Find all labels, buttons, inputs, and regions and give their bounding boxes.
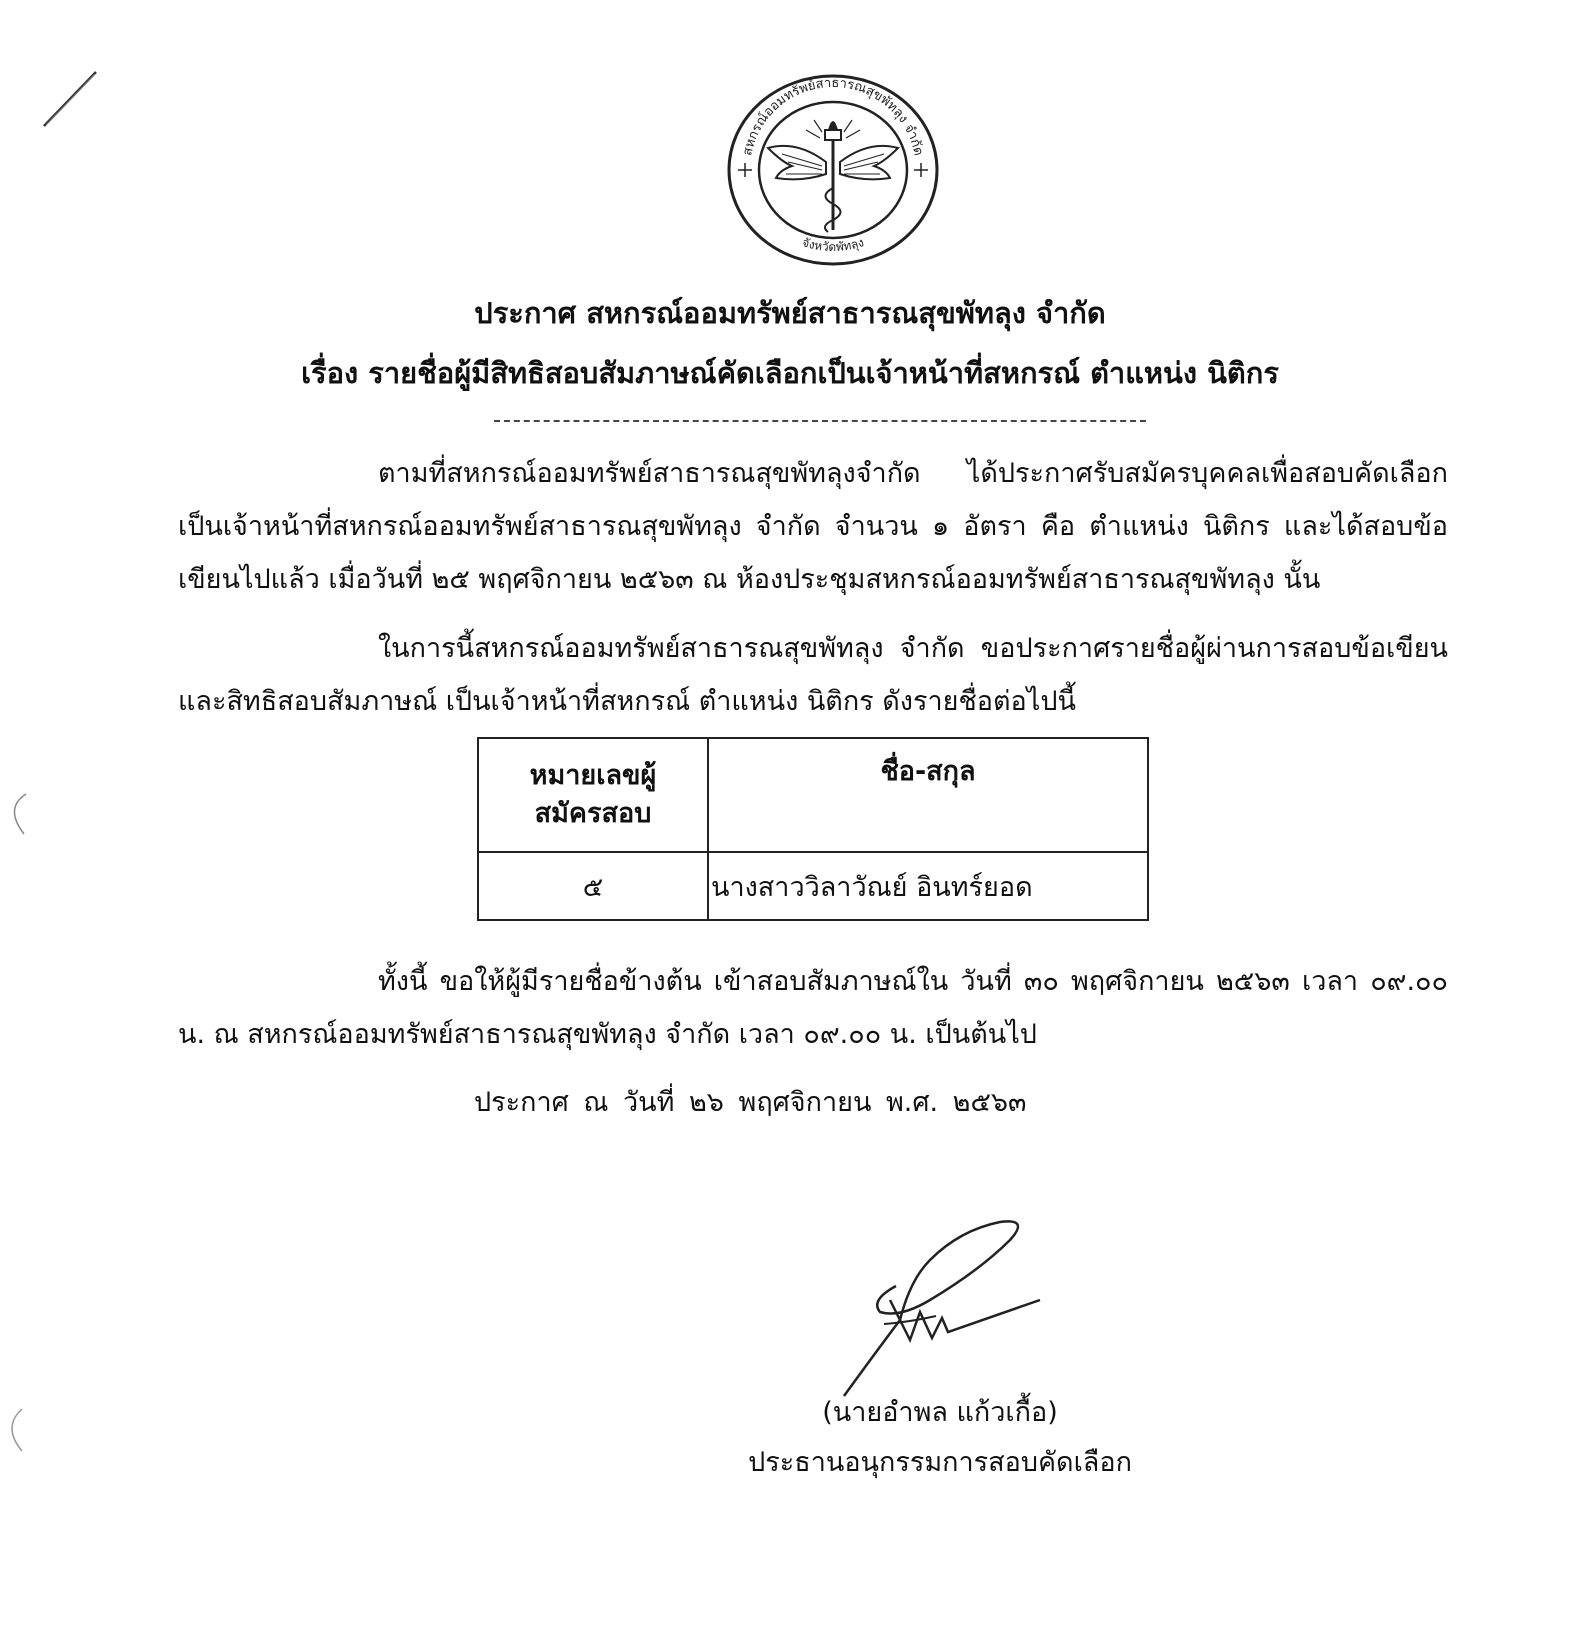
- pen-stroke-mark: [40, 68, 100, 130]
- body-paragraph-2: ในการนี้สหกรณ์ออมทรัพย์สาธารณสุขพัทลุง จำกัด ขอประกาศรายชื่อผู้ผ่านการสอบข้อเขียนและสิทธิสอบสัมภาษณ์ เป็นเจ้าหน้าที่สหกรณ์ ตำแหน่ง นิติกร ดังรายชื่อต่อไปนี้: [178, 633, 1448, 717]
- scan-edge-mark: [0, 790, 30, 840]
- announcement-title: ประกาศ สหกรณ์ออมทรัพย์สาธารณสุขพัทลุง จำกัด: [474, 296, 1106, 330]
- seal-bottom-text: จังหวัดพัทลุง: [800, 235, 866, 255]
- signer-name: (นายอำพล แก้วเกื้อ): [822, 1397, 1058, 1428]
- title-divider: [494, 420, 1146, 422]
- header-applicant-number: หมายเลขผู้ สมัครสอบ: [478, 738, 708, 852]
- cell-applicant-number: ๕: [478, 852, 708, 920]
- cooperative-seal-logo: [722, 70, 944, 270]
- scan-edge-mark: [0, 1405, 30, 1455]
- seal-outer-text: สหกรณ์ออมทรัพย์สาธารณสุขพัทลุง จำกัด: [740, 75, 926, 158]
- table-row: [478, 852, 1148, 920]
- body-paragraph-3: ทั้งนี้ ขอให้ผู้มีรายชื่อข้างต้น เข้าสอบสัมภาษณ์ใน วันที่ ๓๐ พฤศจิกายน ๒๕๖๓ เวลา ๐๙.๐๐ น. ณ สหกรณ์ออมทรัพย์สาธารณสุขพัทลุง จำกัด เวลา ๐๙.๐๐ น. เป็นต้นไป: [178, 966, 1448, 1050]
- handwritten-signature: [840, 1200, 1080, 1400]
- announcement-subject: เรื่อง รายชื่อผู้มีสิทธิสอบสัมภาษณ์คัดเลือกเป็นเจ้าหน้าที่สหกรณ์ ตำแหน่ง นิติกร: [301, 356, 1279, 390]
- signer-title: ประธานอนุกรรมการสอบคัดเลือก: [748, 1447, 1132, 1478]
- announcement-date: ประกาศ ณ วันที่ ๒๖ พฤศจิกายน พ.ศ. ๒๕๖๓: [474, 1087, 1027, 1118]
- header-full-name: ชื่อ-สกุล: [708, 738, 1148, 852]
- cell-full-name: นางสาววิลาวัณย์ อินทร์ยอด: [708, 852, 1148, 920]
- body-paragraph-1: ตามที่สหกรณ์ออมทรัพย์สาธารณสุขพัทลุงจำกัด ได้ประกาศรับสมัครบุคคลเพื่อสอบคัดเลือกเป็นเจ้าหน้าที่สหกรณ์ออมทรัพย์สาธารณสุขพัทลุง จำกัด จำนวน ๑ อัตรา คือ ตำแหน่ง นิติกร และได้สอบข้อเขียนไปแล้ว เมื่อวันที่ ๒๕ พฤศจิกายน ๒๕๖๓ ณ ห้องประชุมสหกรณ์ออมทรัพย์สาธารณสุขพัทลุง นั้น: [178, 458, 1448, 595]
- table-header-row: [478, 738, 1148, 852]
- candidate-table: [477, 737, 1149, 921]
